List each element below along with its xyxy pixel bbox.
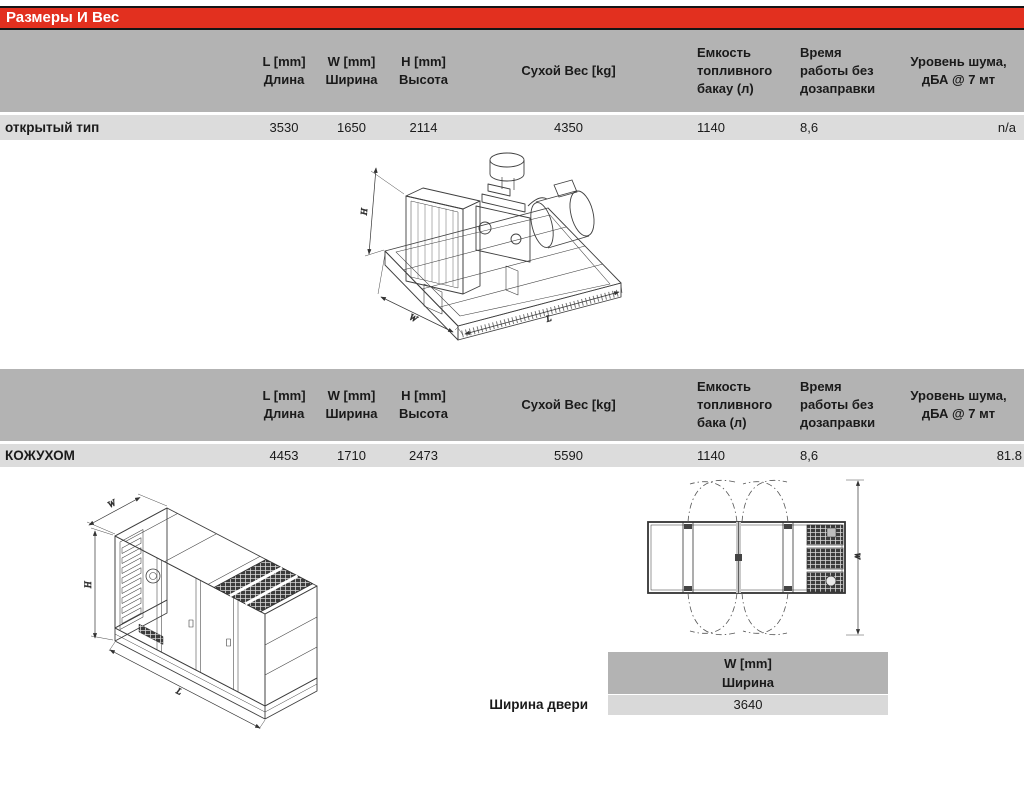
door-swing-top-view-drawing bbox=[630, 468, 898, 653]
col-header-runtime: Время работы без дозаправки bbox=[800, 379, 876, 430]
dimension-label-w: W bbox=[106, 497, 118, 510]
dimension-label-l: L bbox=[545, 312, 553, 324]
col-header-empty bbox=[0, 30, 250, 112]
col-header-length: L [mm] Длина bbox=[262, 54, 306, 87]
open-genset-drawing bbox=[358, 144, 646, 342]
open-type-table-header bbox=[0, 30, 1024, 112]
col-header-dry-weight: Сухой Вес [kg] bbox=[521, 63, 616, 78]
cell-length: 3530 bbox=[269, 120, 299, 135]
door-width-label: Ширина двери bbox=[489, 697, 588, 712]
cell-height: 2473 bbox=[409, 448, 438, 463]
cell-dry-weight: 4350 bbox=[554, 120, 583, 135]
cell-runtime: 8,6 bbox=[800, 120, 819, 135]
cell-height: 2114 bbox=[409, 120, 438, 135]
dimension-label-h: H bbox=[358, 208, 370, 216]
dimension-label-w: W bbox=[407, 311, 419, 324]
row-label-open-type: открытый тип bbox=[5, 120, 100, 135]
page-title: Размеры И Вес bbox=[6, 9, 120, 26]
enclosed-genset-drawing bbox=[75, 478, 371, 728]
row-label-enclosed: КОЖУХОМ bbox=[5, 448, 75, 463]
dimension-label-h: H bbox=[83, 581, 93, 588]
door-width-value: 3640 bbox=[608, 695, 888, 715]
cell-width: 1650 bbox=[337, 120, 366, 135]
col-header-noise-level: Уровень шума, дБА @ 7 мт bbox=[910, 388, 1007, 421]
cell-fuel-capacity: 1140 bbox=[697, 448, 725, 463]
col-header-height: H [mm] Высота bbox=[399, 388, 448, 421]
cell-runtime: 8,6 bbox=[800, 448, 819, 463]
door-width-table-header: W [mm] Ширина bbox=[608, 652, 888, 694]
enclosed-table-row bbox=[0, 444, 1024, 467]
cell-dry-weight: 5590 bbox=[554, 448, 583, 463]
cell-width: 1710 bbox=[337, 448, 366, 463]
col-header-height: H [mm] Высота bbox=[399, 54, 448, 87]
cell-fuel-capacity: 1140 bbox=[697, 120, 725, 135]
col-header-width: W [mm] Ширина bbox=[325, 54, 378, 87]
dimension-label-w: W bbox=[853, 553, 861, 559]
col-header-length: L [mm] Длина bbox=[262, 388, 306, 421]
dimension-label-l: L bbox=[174, 685, 184, 697]
col-header-empty bbox=[0, 369, 250, 441]
col-header-noise-level: Уровень шума, дБА @ 7 мт bbox=[910, 54, 1007, 87]
col-header-dry-weight: Сухой Вес [kg] bbox=[521, 397, 616, 412]
cell-noise-level: 81.8 bbox=[996, 448, 1022, 463]
col-header-fuel-capacity: Емкость топливного бакау (л) bbox=[697, 45, 773, 96]
col-header-width: W [mm] Ширина bbox=[325, 388, 378, 421]
col-header-runtime: Время работы без дозаправки bbox=[800, 45, 876, 96]
enclosed-table-header bbox=[0, 369, 1024, 441]
cell-noise-level: n/a bbox=[997, 120, 1016, 135]
enclosed-genset-lines bbox=[115, 508, 317, 719]
cell-length: 4453 bbox=[269, 448, 299, 463]
section-title-bar bbox=[0, 6, 1024, 30]
top-view-lines bbox=[648, 480, 864, 635]
col-header-fuel-capacity: Емкость топливного бака (л) bbox=[697, 379, 773, 430]
enclosed-genset-dimensions bbox=[83, 494, 265, 729]
open-type-table-row bbox=[0, 115, 1024, 140]
open-genset-lines bbox=[385, 153, 621, 340]
